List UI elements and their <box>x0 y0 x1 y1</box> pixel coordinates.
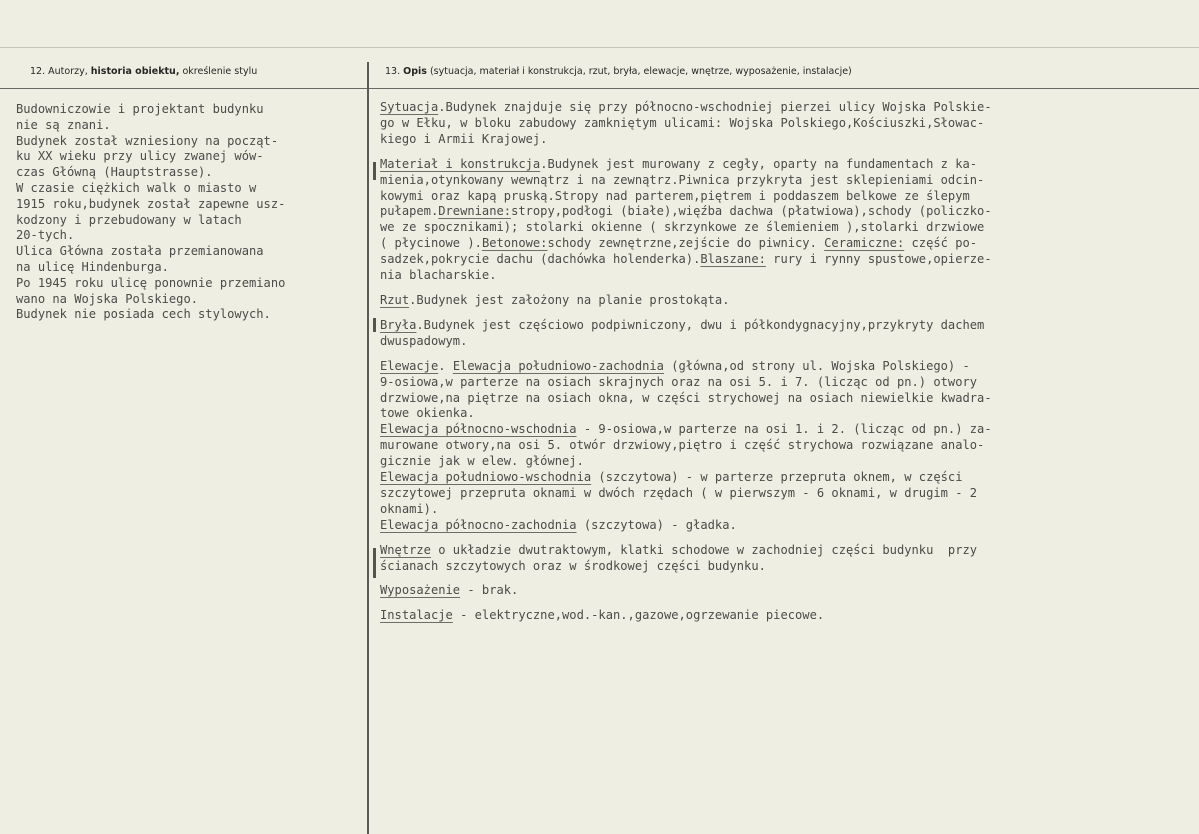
paragraph-sytuacja <box>380 100 1190 148</box>
text-line: pułapem. <box>380 204 439 219</box>
text-line: kiego i Armii Krajowej. <box>380 131 548 146</box>
text-line: - brak. <box>460 583 519 598</box>
section-label: Rzut <box>380 292 410 307</box>
text-line: część po- <box>904 236 978 251</box>
history-text-block <box>16 102 366 323</box>
paragraph-elewacje: Elewacje. Elewacja południowo-zachodnia (główna,od strony ul. Wojska Polskiego) - 9-osiowa,w parterze na osiach skrajnych oraz na osi 5. i 7. (licząc od pn.) otwory drzwiowe,na piętrze na osiach okna, w części strychowej na osiach niewielkie kwadra- towe okienka. Elewacja północno-wschodnia - 9-osiowa,w parterze na osi 1. i 2. (licząc od pn.) za- murowane otwory,na osi 5. otwór drzwiowy,piętro i część strychowa rozwiązane analo- gicznie jak w elew. głównej. Elewacja południowo-wschodnia (szczytowa) - w parterze przepruta oknem, w części szczytowej przepruta oknami w dwóch rzędach ( w pierwszym - 6 oknami, w drugim - 2 oknami). Elewacja północno-zachodnia (szczytowa) - gładka. <box>380 358 992 532</box>
paragraph-rzut <box>380 293 1190 309</box>
text-line: Budynek został wzniesiony na począt- <box>16 133 279 148</box>
text-line: drzwiowe,na piętrze na osiach okna, w części strychowej na osiach niewielkie kwadra- <box>380 390 992 405</box>
section-label: Wnętrze <box>380 542 431 557</box>
text-line: we ze spocznikami); stolarki okienne ( skrzynkowe ze ślemieniem ),stolarki drzwiowe <box>380 220 985 235</box>
margin-pen-mark <box>373 548 376 578</box>
material-label: Betonowe: <box>481 236 548 251</box>
elevation-label: Elewacja południowo-zachodnia <box>452 358 664 373</box>
text-line: Budowniczowie i projektant budynku <box>16 102 264 116</box>
text-line: wano na Wojska Polskiego. <box>16 291 199 306</box>
text-line: sadzek,pokrycie dachu (dachówka holenderka). <box>380 252 701 267</box>
text-line: oknami). <box>380 501 439 516</box>
text-line: go w Ełku, w bloku zabudowy zamkniętym ulicami: Wojska Polskiego,Kościuszki,Słowac- <box>380 115 985 130</box>
text-line: .Budynek znajduje się przy północno-wschodniej pierzei ulicy Wojska Polskie- <box>438 100 992 114</box>
paragraph-instalacje <box>380 608 1190 624</box>
section-number: 12. <box>30 66 46 77</box>
text-line: ścianach szczytowych oraz w środkowej części budynku. <box>380 558 766 573</box>
text-line: .Budynek jest założony na planie prostokąta. <box>409 292 730 307</box>
section-label: Sytuacja <box>380 100 439 114</box>
paragraph-material <box>380 157 1190 284</box>
material-label: Blaszane: <box>700 252 766 267</box>
text-line: 20-tych. <box>16 228 75 243</box>
section-label: Bryła <box>380 317 417 332</box>
elevation-label: Elewacja północno-wschodnia <box>380 422 577 437</box>
header-text-bold: historia obiektu, <box>90 66 180 77</box>
elevation-label: Elewacja północno-zachodnia <box>380 517 577 532</box>
header-rule <box>0 88 1199 89</box>
text-line: - elektryczne,wod.-kan.,gazowe,ogrzewanie piecowe. <box>452 608 825 623</box>
text-line: schody zewnętrzne,zejście do piwnicy. <box>547 236 817 251</box>
text-line: 9-osiowa,w parterze na osiach skrajnych oraz na osi 5. i 7. (licząc od pn.) otwory <box>380 374 978 389</box>
paragraph-wyposazenie <box>380 583 1190 599</box>
margin-pen-mark <box>373 162 376 180</box>
text-line: .Budynek jest częściowo podpiwniczony, dwu i półkondygnacyjny,przykryty dachem <box>416 317 985 332</box>
text-line: stropy,podłogi (białe),więźba dachwa (płatwiowa),schody (policzko- <box>511 204 992 219</box>
elevation-label: Elewacja południowo-wschodnia <box>380 470 592 485</box>
text-line: - 9-osiowa,w parterze na osi 1. i 2. (licząc od pn.) za- <box>576 422 992 437</box>
text-line: ( płycinowe ). <box>380 236 482 251</box>
text-line: (szczytowa) - w parterze przepruta oknem, w części <box>591 470 963 485</box>
text-line: Budynek nie posiada cech stylowych. <box>16 307 271 322</box>
text-line: kodzony i przebudowany w latach <box>16 212 242 227</box>
text-line: czas Główną (Hauptstrasse). <box>16 165 213 180</box>
text-line: (szczytowa) - gładka. <box>576 517 737 532</box>
text-line: (główna,od strony ul. Wojska Polskiego) - <box>663 358 970 373</box>
section-label: Wyposażenie <box>380 583 461 598</box>
text-line: W czasie ciężkich walk o miasto w <box>16 180 257 195</box>
header-text: określenie stylu <box>182 66 258 77</box>
text-line: ku XX wieku przy ulicy zwanej wów- <box>16 149 264 164</box>
text-line: na ulicę Hindenburga. <box>16 259 169 274</box>
header-text: Autorzy, <box>48 66 88 77</box>
text-line: rury i rynny spustowe,opierze- <box>765 252 992 267</box>
text-line: dwuspadowym. <box>380 333 468 348</box>
material-label: Drewniane: <box>438 204 512 219</box>
section-label: Elewacje <box>380 358 439 373</box>
margin-pen-mark <box>373 318 376 332</box>
text-line: nia blacharskie. <box>380 268 497 283</box>
text-line: towe okienka. <box>380 406 475 421</box>
text-line: .Budynek jest murowany z cegły, oparty na fundamentach z ka- <box>540 156 978 171</box>
text-line: gicznie jak w elew. głównej. <box>380 454 584 469</box>
text-line: mienia,otynkowany wewnątrz i na zewnątrz.Piwnica przykryta jest sklepieniami odcin- <box>380 172 985 187</box>
section-label: Instalacje <box>380 608 453 623</box>
section-number: 13. <box>385 66 401 77</box>
text-line: o układzie dwutraktowym, klatki schodowe w zachodniej części budynku przy <box>430 542 978 557</box>
section-13-header <box>385 66 852 77</box>
page-fold-line <box>0 47 1199 48</box>
text-line: Po 1945 roku ulicę ponownie przemiano <box>16 275 286 290</box>
text-line: Ulica Główna została przemianowana <box>16 244 264 259</box>
section-label: Materiał i konstrukcja <box>380 156 541 171</box>
text-line: szczytowej przepruta oknami w dwóch rzędach ( w pierwszym - 6 oknami, w drugim - 2 <box>380 485 978 500</box>
material-label: Ceramiczne: <box>824 236 905 251</box>
text-line: nie są znani. <box>16 117 111 132</box>
section-12-header <box>30 66 257 77</box>
header-text-bold: Opis <box>403 66 427 77</box>
text-line: 1915 roku,budynek został zapewne usz- <box>16 196 286 211</box>
text-line: kowymi oraz kapą pruską.Stropy nad parterem,piętrem i poddaszem belkowe ze ślepym <box>380 188 970 203</box>
text-line: murowane otwory,na osi 5. otwór drzwiowy,piętro i część strychowa rozwiązane analo- <box>380 438 985 453</box>
paragraph-wnetrze <box>380 543 1190 575</box>
description-text-block <box>380 100 1190 624</box>
paragraph-bryla <box>380 318 1190 350</box>
header-text: (sytuacja, materiał i konstrukcja, rzut, bryła, elewacje, wnętrze, wyposażenie, instalacje) <box>429 66 852 77</box>
column-divider <box>367 62 369 834</box>
